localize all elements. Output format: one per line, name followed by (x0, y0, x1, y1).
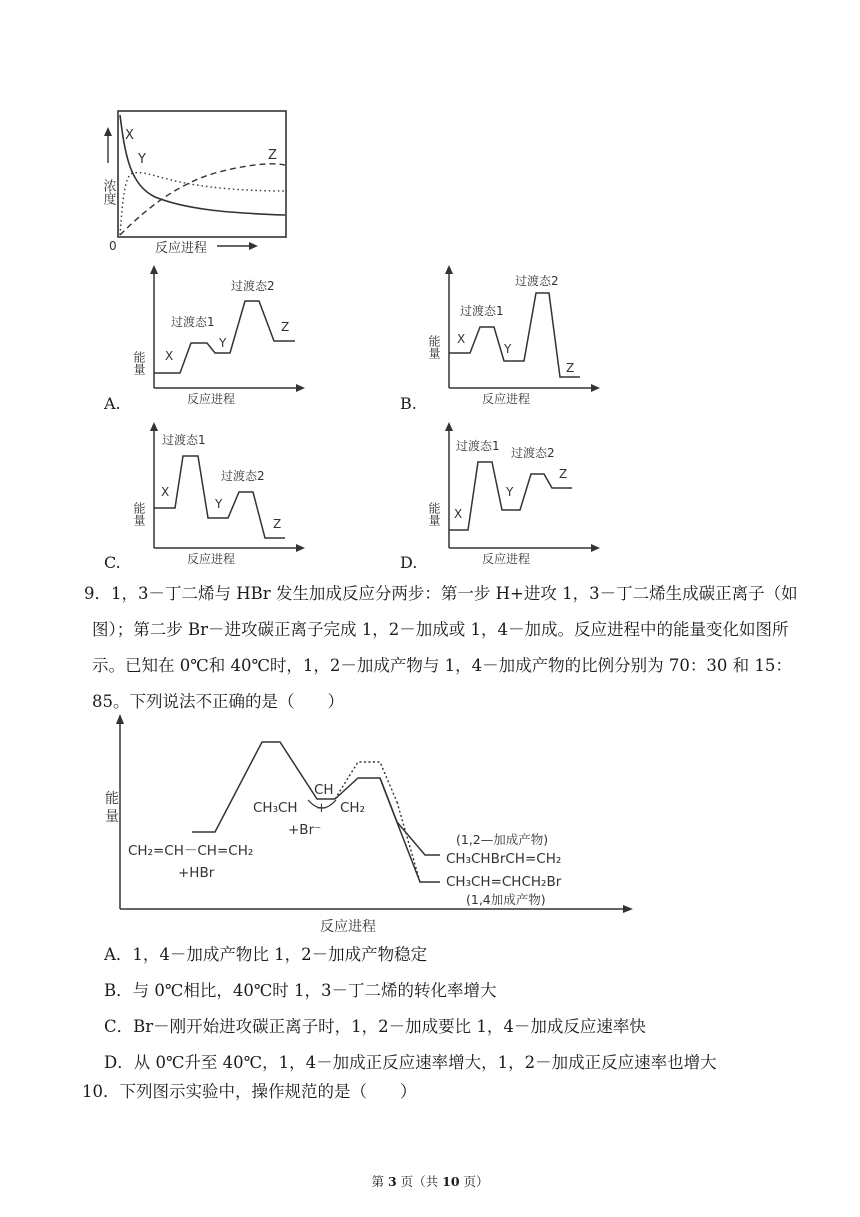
series-x-label: X (125, 128, 134, 143)
concentration-chart (95, 105, 295, 255)
q9-inter-ch: CH (314, 782, 334, 798)
q9-ylabel-2: 量 (105, 809, 119, 825)
svg-text:能量: 能量 (427, 502, 441, 526)
q9-p12-label: (1,2—加成产物) (456, 832, 549, 847)
q9-p14-formula: CH₃CH=CHCH₂Br (446, 874, 562, 890)
series-z-line (120, 164, 285, 235)
svg-text:反应进程: 反应进程 (187, 392, 236, 406)
svg-text:过渡态1: 过渡态1 (171, 315, 215, 329)
q9-inter-left: CH₃CH (253, 800, 298, 816)
svg-text:过渡态1: 过渡态1 (460, 304, 504, 318)
q9-option-c: C．Br－刚开始进攻碳正离子时，1，2－加成要比 1，4－加成反应速率快 (104, 1017, 646, 1036)
question-9-text (84, 576, 808, 720)
q9-option-d: D．从 0℃升至 40℃，1，4－加成正反应速率增大，1，2－加成正反应速率也增大 (104, 1053, 717, 1072)
option-b-diagram (427, 265, 605, 415)
svg-text:过渡态1: 过渡态1 (456, 439, 500, 453)
series-y-label: Y (138, 152, 146, 167)
conc-chart-frame (118, 111, 286, 237)
q9-energy-diagram (100, 712, 640, 937)
footer-page-number: 3 (387, 1174, 397, 1189)
q9-inter-br: +Br⁻ (288, 822, 322, 838)
q9-profile-1-4 (335, 778, 440, 882)
q9-ylabel-1: 能 (105, 791, 119, 807)
svg-text:Z: Z (281, 320, 290, 334)
option-d-letter: D. (400, 553, 418, 572)
svg-text:X: X (454, 507, 463, 521)
svg-text:Z: Z (559, 467, 568, 481)
q9-option-b: B．与 0℃相比，40℃时 1，3－丁二烯的转化率增大 (104, 981, 497, 1000)
svg-text:过渡态2: 过渡态2 (221, 469, 265, 483)
page-footer: 第 3 页（共 10 页） (371, 1174, 489, 1189)
conc-ylabel: 浓度 (100, 179, 116, 205)
conc-xlabel: 反应进程 (155, 241, 208, 256)
option-a-letter: A. (104, 394, 121, 413)
svg-text:Z: Z (273, 517, 282, 531)
svg-text:反应进程: 反应进程 (482, 392, 531, 406)
q9-xlabel: 反应进程 (320, 919, 376, 935)
option-c-letter: C. (104, 553, 121, 572)
svg-text:Y: Y (215, 497, 223, 511)
question-10-text: 10．下列图示实验中，操作规范的是（ ） (82, 1082, 417, 1101)
svg-text:X: X (457, 332, 466, 346)
svg-text:过渡态2: 过渡态2 (231, 279, 275, 293)
svg-text:过渡态2: 过渡态2 (515, 274, 559, 288)
svg-text:能量: 能量 (427, 335, 441, 359)
option-a-diagram (132, 265, 310, 415)
option-d-diagram (427, 422, 605, 572)
q9-p12-formula: CH₃CHBrCH=CH₂ (446, 851, 562, 867)
svg-text:Y: Y (504, 342, 512, 356)
question-9-body: 1，3－丁二烯与 HBr 发生加成反应分两步：第一步 H+进攻 1，3－丁二烯生成碳正离子（如图）；第二步 Br－进攻碳正离子完成 1，2－加成或 1，4－加成。反应进程中的能量变化如图所示。已知在 0℃和 40℃时，1，2－加成产物与 1，4－加成产物的比例分别为 70：30 和 15：85。下列说法不正确的是（ ） (92, 584, 798, 711)
q9-inter-right: CH₂ (340, 800, 365, 816)
svg-text:Y: Y (219, 336, 227, 350)
svg-text:能量: 能量 (132, 351, 146, 375)
svg-text:反应进程: 反应进程 (482, 552, 531, 566)
svg-text:Y: Y (506, 485, 514, 499)
q9-reactant-formula: CH₂=CH－CH=CH₂ (128, 843, 254, 859)
conc-origin: 0 (109, 239, 117, 253)
q9-inter-plus: + (316, 801, 327, 816)
footer-page-total: 10 (442, 1174, 460, 1189)
q9-option-a: A．1，4－加成产物比 1，2－加成产物稳定 (104, 945, 428, 964)
svg-text:过渡态2: 过渡态2 (511, 446, 555, 460)
q9-reactant-hbr: +HBr (178, 865, 215, 881)
svg-text:能量: 能量 (132, 502, 146, 526)
option-b-letter: B. (400, 394, 417, 413)
svg-text:过渡态1: 过渡态1 (162, 433, 206, 447)
series-z-label: Z (268, 148, 277, 163)
series-y-line (120, 173, 285, 235)
question-9-number: 9． (84, 584, 111, 603)
q9-p14-label: (1,4加成产物) (466, 892, 546, 907)
svg-text:X: X (161, 485, 170, 499)
svg-text:X: X (165, 349, 174, 363)
svg-text:Z: Z (566, 361, 575, 375)
svg-text:反应进程: 反应进程 (187, 552, 236, 566)
option-c-diagram (132, 422, 310, 572)
